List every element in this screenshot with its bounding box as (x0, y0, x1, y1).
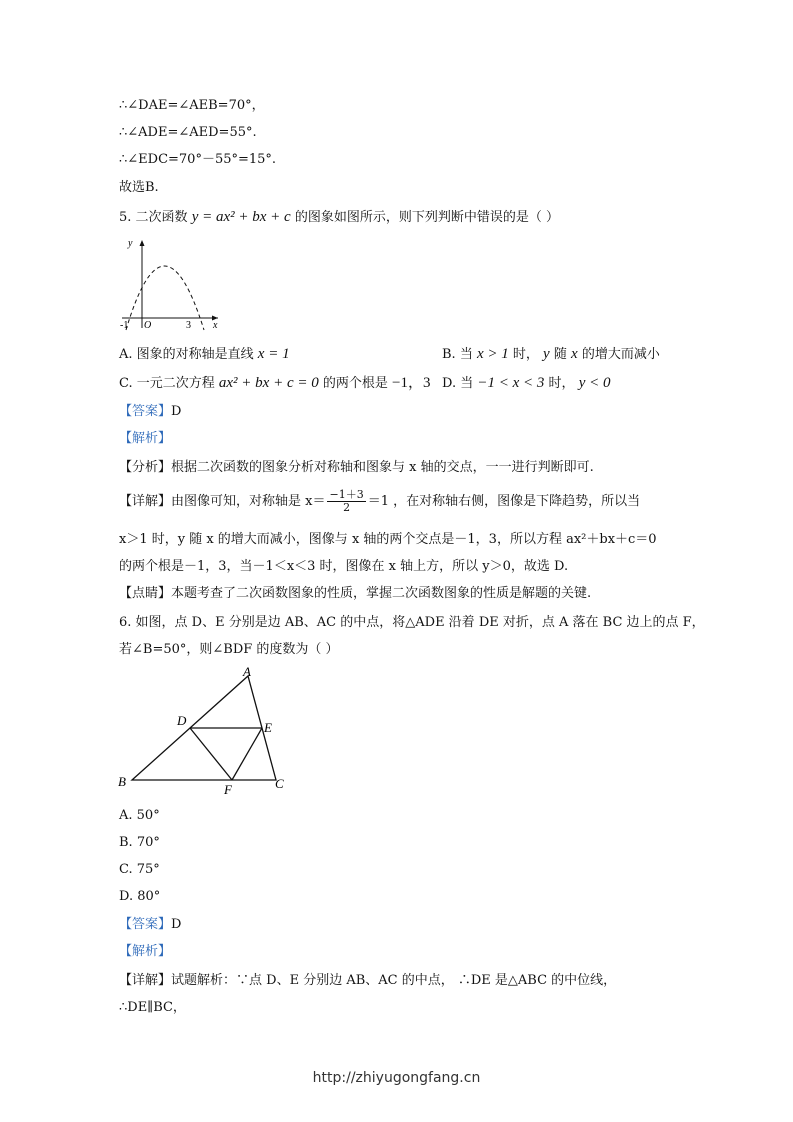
q5-option-b-math1: x > 1 (476, 346, 509, 362)
q5-fraction-num: −1＋3 (329, 488, 364, 501)
label-e: E (264, 720, 272, 735)
solution-line-3: ∴∠EDC=70°－55°=15°. (119, 152, 277, 167)
q5-fraction-den: 2 (343, 501, 351, 514)
triangle-figure (112, 662, 292, 798)
q5-option-d (442, 374, 610, 393)
label-f: F (224, 782, 232, 797)
q6-option-c: C. 75° (119, 862, 160, 877)
q6-answer (119, 916, 181, 934)
q5-xiangjie-3: 的两个根是－1，3，当－1＜x＜3 时，图像在 x 轴上方，所以 y＞0，故选 D. (119, 559, 569, 574)
q5-option-b-math3: x (571, 346, 578, 362)
q5-option-b (442, 345, 660, 364)
solution-line-2: ∴∠ADE=∠AED=55°. (119, 125, 257, 140)
q5-answer-tag: 【答案】 (119, 404, 172, 419)
q6-stem-1: 6. 如图，点 D、E 分别是边 AB、AC 的中点，将△ADE 沿着 DE 对折，点 A 落在 BC 边上的点 F， (119, 615, 705, 630)
q6-xiangjie-tag: 【详解】 (119, 973, 172, 988)
graph-label-3: 3 (186, 320, 191, 331)
q5-dianjing-tag: 【点睛】 (119, 586, 172, 601)
label-b: B (118, 774, 126, 789)
q6-xiangjie-text: 试题解析：∵点 D、E 分别边 AB、AC 的中点， ∴DE 是△ABC 的中位线， (171, 973, 617, 988)
q5-option-d-label: D. 当 (442, 376, 474, 391)
q6-last-line: ∴DE∥BC， (119, 1000, 186, 1015)
q5-answer (119, 403, 181, 421)
q5-fraction (327, 489, 365, 514)
q5-prefix: 5. 二次函数 (119, 210, 188, 225)
q5-option-c-label: C. 一元二次方程 (119, 376, 215, 391)
graph-label-y: y (128, 238, 133, 249)
segment-ef (232, 728, 262, 780)
parabola-graph (118, 236, 228, 332)
q5-option-b-mid2: 随 (553, 347, 567, 362)
q5-option-a-label: A. 图象的对称轴是直线 (119, 347, 254, 362)
parabola-curve (126, 266, 204, 330)
q5-option-b-end: 的增大而减小 (581, 347, 660, 362)
q6-stem-2: 若∠B=50°，则∠BDF 的度数为（ ） (119, 642, 339, 657)
q5-answer-value: D (171, 404, 182, 419)
q5-option-c (119, 374, 431, 393)
q5-fenxi-tag: 【分析】 (119, 460, 172, 475)
q5-option-c-roots: −1，3 (392, 375, 431, 391)
q5-fenxi-text: 根据二次函数的图象分析对称轴和图象与 x 轴的交点，一一进行判断即可. (171, 460, 594, 475)
q5-xiangjie-1 (119, 489, 640, 515)
q6-option-b: B. 70° (119, 835, 160, 850)
graph-label-origin: O (144, 320, 152, 331)
y-axis-arrow-icon (140, 240, 145, 246)
label-c: C (275, 776, 284, 791)
q5-option-b-label: B. 当 (442, 347, 473, 362)
q5-dianjing (119, 585, 591, 603)
solution-line-4: 故选B. (119, 180, 159, 195)
q5-option-c-end: 的两个根是 (322, 376, 388, 391)
q5-suffix: 的图象如图所示，则下列判断中错误的是（ ） (294, 210, 559, 225)
q5-option-d-math: −1 < x < 3 (477, 375, 545, 391)
solution-line-1: ∴∠DAE=∠AEB=70°， (119, 98, 265, 113)
q5-fenxi (119, 459, 594, 477)
q5-option-b-mid: 时， (512, 347, 539, 362)
q6-option-d: D. 80° (119, 889, 161, 904)
q6-analysis-tag: 【解析】 (119, 944, 172, 959)
graph-label-neg1: -1 (120, 320, 129, 331)
q5-option-b-math2: y (543, 346, 550, 362)
q5-analysis-tag: 【解析】 (119, 431, 172, 446)
q5-option-a (119, 345, 290, 364)
q5-xiangjie-b: ＝1 ，在对称轴右侧，图像是下降趋势，所以当 (367, 494, 641, 509)
q5-xiangjie-2: x＞1 时，y 随 x 的增大而减小，图像与 x 轴的两个交点是－1，3，所以方程 ax²＋bx＋c＝0 (119, 532, 657, 547)
graph-label-x: x (213, 320, 218, 331)
footer-url[interactable]: http://zhiyugongfang.cn (312, 1070, 481, 1086)
q5-option-c-math: ax² + bx + c = 0 (218, 375, 319, 391)
label-d: D (177, 713, 187, 728)
q5-option-a-math: x = 1 (257, 346, 290, 362)
q6-answer-value: D (171, 917, 182, 932)
q5-formula: y = ax² + bx + c (191, 209, 291, 225)
q5-stem (119, 208, 559, 227)
q5-option-d-mid: 时， (548, 376, 575, 391)
q5-option-d-math2: y < 0 (578, 375, 611, 391)
q6-xiangjie (119, 972, 616, 990)
q6-option-a: A. 50° (119, 808, 160, 823)
q5-dianjing-text: 本题考查了二次函数图象的性质，掌握二次函数图象的性质是解题的关键. (171, 586, 592, 601)
label-a: A (243, 664, 251, 679)
q5-xiangjie-tag: 【详解】 (119, 494, 172, 509)
q6-answer-tag: 【答案】 (119, 917, 172, 932)
segment-df (190, 728, 232, 780)
q5-xiangjie-a: 由图像可知，对称轴是 x＝ (171, 494, 326, 509)
